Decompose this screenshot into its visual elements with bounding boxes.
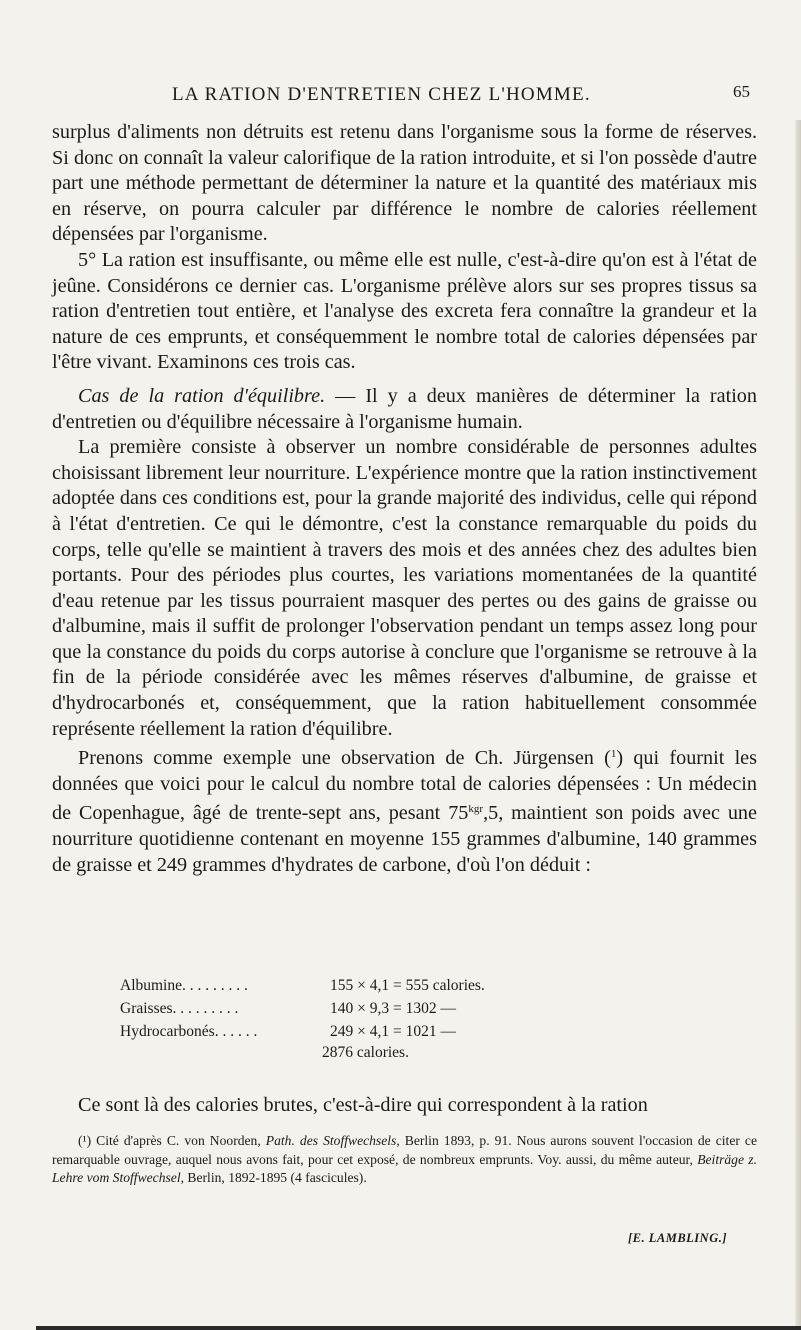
footnote <box>52 1132 757 1188</box>
paragraph-3 <box>52 384 757 435</box>
table-total: 2876 calories. <box>322 1044 409 1061</box>
paragraph-4: La première consiste à observer un nombre considérable de personnes adultes choisissant librement leur nourriture. L'expérience montre que la ration instinctivement adoptée dans ces conditions est, pour la grande majorité des individus, celle qui répond à l'état d'entretien. Ce qui le démontre, c'est la constance remarquable du poids du corps, telle qu'elle se maintient à travers des mois et des années chez des adultes bien portants. Pour des périodes plus courtes, les variations momentanées de la quantité d'eau retenue par les tissus pourraient masquer des pertes ou des gains de graisse ou d'albumine, mais il suffit de prolonger l'observation pendant un temps assez long pour que la constance du poids du corps autorise à conclure que l'organisme se retrouve à la fin de la période considérée avec les mêmes réserves d'albumine, de graisse et d'hydrocarbonés et, conséquemment, que la ration habituellement consommée représente réellement la ration d'équilibre. <box>52 436 757 740</box>
footnote-part-c: , Berlin 1893, p. 91. Nous aurons souvent l'occasion de citer ce remarquable ouvrage, auquel nous avons fait, pour cet exposé, de nombreux emprunts. Voy. aussi, du même auteur, <box>52 1133 758 1167</box>
paragraph-5-part-a: Prenons comme exemple une observation de Ch. Jürgensen ( <box>78 747 611 770</box>
closing-line: Ce sont là des calories brutes, c'est-à-dire qui correspondent à la ration <box>78 1094 648 1116</box>
row-calc: 155 × 4,1 = 555 calories. <box>330 977 485 994</box>
row-label: Albumine. . . . . . . . . <box>120 977 248 994</box>
body-text <box>52 120 757 878</box>
bottom-rule <box>36 1326 801 1330</box>
calorie-table <box>120 974 640 1043</box>
unit-kgr: kgr <box>468 803 484 816</box>
row-calc: 140 × 9,3 = 1302 — <box>330 1000 456 1017</box>
footnote-title-2: Beiträge z. Lehre vom Stoffwechsel <box>52 1151 757 1185</box>
footnote-ref: 1 <box>610 748 617 761</box>
paragraph-3-text: — Il y a deux manières de déterminer la ration d'entretien ou d'équilibre nécessaire à l'organisme humain. <box>52 384 757 433</box>
footnote-text <box>52 1132 757 1188</box>
section-title: Cas de la ration d'équilibre. <box>78 384 326 407</box>
running-title: LA RATION D'ENTRETIEN CHEZ L'HOMME. <box>172 84 591 105</box>
page-edge <box>795 120 801 1330</box>
row-label: Graisses. . . . . . . . . <box>120 1000 239 1017</box>
table-row <box>120 974 640 997</box>
row-label: Hydrocarbonés. . . . . . <box>120 1023 258 1040</box>
paragraph-5-part-c: ,5, maintient son poids avec une nourriture quotidienne contenant en moyenne 155 grammes d'albumine, 140 grammes de graisse et 249 grammes d'hydrates de carbone, d'où l'on déduit : <box>52 802 757 876</box>
paragraph-1: surplus d'aliments non détruits est retenu dans l'organisme sous la forme de réserves. Si donc on connaît la valeur calorifique de la ration introduite, et si l'on possède d'autre part une méthode permettant de déterminer la nature et la quantité des matériaux mis en réserve, on pourra calculer par différence le nombre de calories réellement dépensées par l'organisme. <box>52 121 757 246</box>
author-signature: [E. LAMBLING.] <box>628 1231 728 1245</box>
footnote-part-a: (¹) Cité d'après C. von Noorden, <box>78 1133 266 1148</box>
footnote-part-e: , Berlin, 1892-1895 (4 fascicules). <box>180 1170 367 1185</box>
page-number: 65 <box>733 82 750 101</box>
row-calc: 249 × 4,1 = 1021 — <box>330 1023 456 1040</box>
footnote-title-1: Path. des Stoffwechsels <box>265 1133 397 1148</box>
table-row <box>120 1020 640 1043</box>
paragraph-5-part-b: ) qui fournit les données que voici pour le calcul du nombre total de calories dépensées : Un médecin de Copenhague, âgé de trente-sept ans, pesant 75 <box>52 747 757 825</box>
table-row <box>120 997 640 1020</box>
paragraph-2: 5° La ration est insuffisante, ou même elle est nulle, c'est-à-dire qu'on est à l'état de jeûne. Considérons ce dernier cas. L'organisme prélève alors sur ses propres tissus sa ration d'entretien tout entière, et l'analyse des excreta fera connaître la grandeur et la nature de ces emprunts, et conséquemment le nombre total de calories dépensées par l'être vivant. Examinons ces trois cas. <box>52 248 757 374</box>
paragraph-5 <box>52 742 757 878</box>
